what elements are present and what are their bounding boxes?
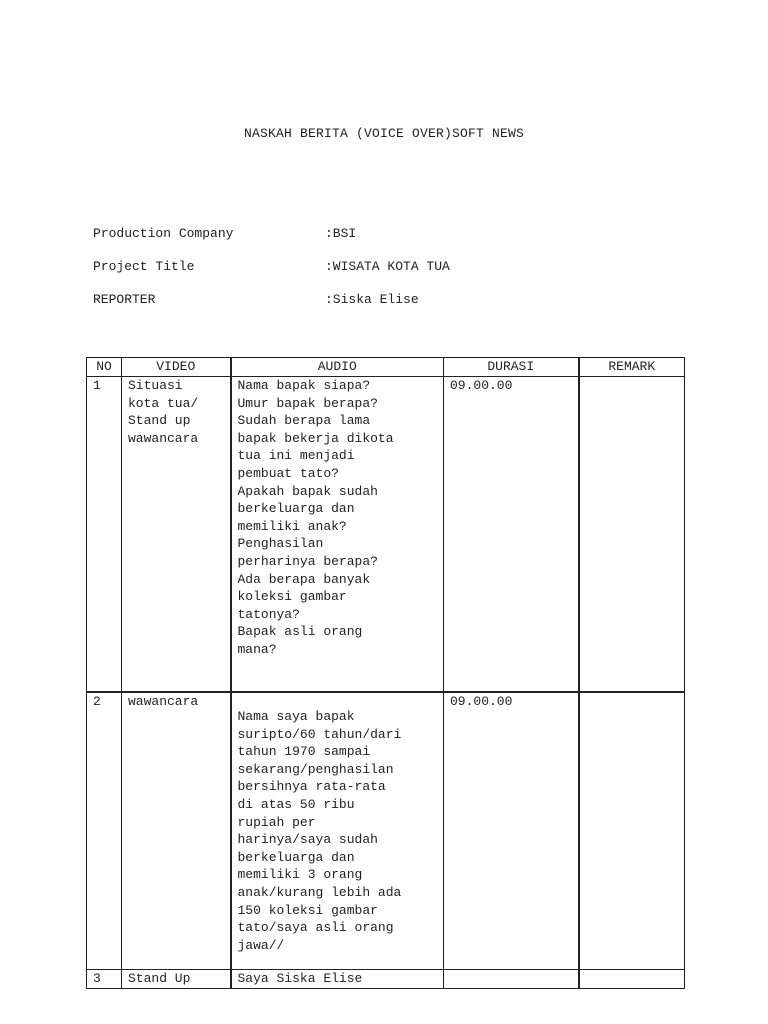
cell-audio xyxy=(231,377,444,693)
cell-no: 3 xyxy=(87,970,122,989)
cell-remark xyxy=(579,970,685,989)
audio-line: Nama saya bapak xyxy=(237,709,355,724)
header-video: VIDEO xyxy=(122,358,231,377)
audio-line: pembuat tato? xyxy=(237,465,339,481)
meta-value: :Siska Elise xyxy=(325,292,419,307)
audio-line: sekarang/penghasilan xyxy=(237,761,394,777)
header-durasi: DURASI xyxy=(444,358,579,377)
video-line: Stand up xyxy=(128,413,191,429)
audio-line: Ada berapa banyak xyxy=(237,571,371,587)
audio-line: Apakah bapak sudah xyxy=(237,483,378,499)
audio-line: Nama bapak siapa? xyxy=(237,378,371,393)
audio-line: berkeluarga dan xyxy=(237,849,355,865)
audio-line: memiliki 3 orang xyxy=(237,867,363,883)
cell-remark xyxy=(579,692,685,970)
audio-line: tato/saya asli orang xyxy=(237,920,394,936)
cell-durasi: 09.00.00 xyxy=(444,692,579,970)
audio-line: harinya/saya sudah xyxy=(237,832,378,848)
meta-reporter xyxy=(93,292,419,308)
cell-audio xyxy=(231,692,444,970)
meta-value: :BSI xyxy=(325,226,357,241)
cell-video xyxy=(122,692,231,970)
audio-line: Bapak asli orang xyxy=(237,624,363,640)
audio-line: bapak bekerja dikota xyxy=(237,430,394,446)
audio-line: Penghasilan xyxy=(237,536,324,552)
audio-line: rupiah per xyxy=(237,814,316,830)
audio-line: suripto/60 tahun/dari xyxy=(237,726,402,742)
meta-value: :WISATA KOTA TUA xyxy=(325,259,450,274)
cell-durasi xyxy=(444,970,579,989)
audio-line: Saya Siska Elise xyxy=(237,971,363,986)
table-header-row xyxy=(87,358,685,377)
audio-line: memiliki anak? xyxy=(237,518,347,534)
header-remark: REMARK xyxy=(579,358,685,377)
table-row xyxy=(87,970,685,989)
video-line: Stand Up xyxy=(128,971,191,986)
video-line: wawancara xyxy=(128,430,199,446)
table-row xyxy=(87,692,685,970)
spacer xyxy=(238,693,438,708)
audio-line: tahun 1970 sampai xyxy=(237,744,371,760)
audio-line: anak/kurang lebih ada xyxy=(237,884,402,900)
meta-label: Production Company xyxy=(93,226,234,241)
cell-video xyxy=(122,970,231,989)
meta-project-title xyxy=(93,259,450,275)
audio-line: 150 koleksi gambar xyxy=(237,902,378,918)
audio-line: bersihnya rata-rata xyxy=(237,779,386,795)
audio-line: jawa// xyxy=(237,937,285,953)
video-line: kota tua/ xyxy=(128,395,199,411)
audio-line: perharinya berapa? xyxy=(237,553,378,569)
header-audio: AUDIO xyxy=(231,358,444,377)
audio-line: berkeluarga dan xyxy=(237,501,355,517)
cell-durasi: 09.00.00 xyxy=(444,377,579,693)
audio-line: Sudah berapa lama xyxy=(237,413,371,429)
meta-label: Project Title xyxy=(93,259,195,274)
audio-line: koleksi gambar xyxy=(237,589,347,605)
audio-line: di atas 50 ribu xyxy=(237,796,355,812)
table-row xyxy=(87,377,685,693)
cell-remark xyxy=(579,377,685,693)
cell-no: 1 xyxy=(87,377,122,693)
audio-line: Umur bapak berapa? xyxy=(237,395,378,411)
header-no: NO xyxy=(87,358,122,377)
cell-video xyxy=(122,377,231,693)
script-table xyxy=(86,357,685,989)
meta-production-company xyxy=(93,226,356,242)
audio-line: mana? xyxy=(237,641,277,657)
cell-no: 2 xyxy=(87,692,122,970)
audio-line: tua ini menjadi xyxy=(237,448,355,464)
meta-label: REPORTER xyxy=(93,292,156,307)
cell-audio xyxy=(231,970,444,989)
audio-line: tatonya? xyxy=(237,606,300,622)
video-line: Situasi xyxy=(128,378,183,393)
document-title: NASKAH BERITA (VOICE OVER)SOFT NEWS xyxy=(243,126,525,141)
video-line: wawancara xyxy=(128,694,199,709)
